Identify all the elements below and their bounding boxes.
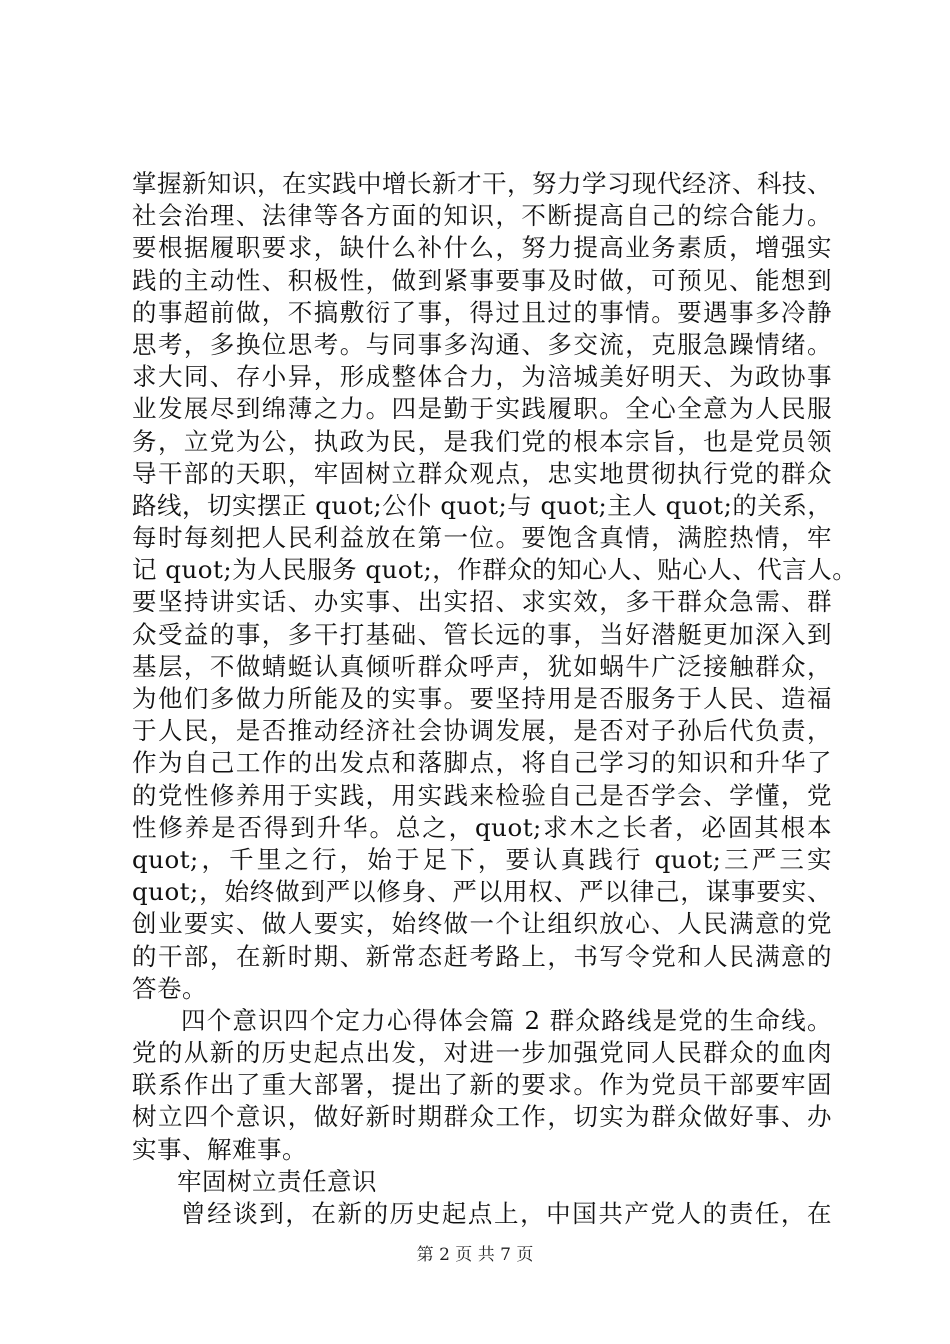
text-line: 基层，不做蜻蜓认真倾听群众呼声，犹如蜗牛广泛接触群众， bbox=[132, 651, 832, 681]
text-line: 众受益的事，多干打基础、管长远的事，当好潜艇更加深入到 bbox=[132, 619, 832, 649]
text-line: 路线，切实摆正 quot;公仆 quot;与 quot;主人 quot;的关系， bbox=[132, 490, 833, 520]
text-line: 为他们多做力所能及的实事。要坚持用是否服务于人民、造福 bbox=[132, 684, 832, 713]
text-line: 性修养是否得到升华。总之，quot;求木之长者，必固其根本 bbox=[132, 812, 832, 842]
text-line: 创业要实、做人要实，始终做一个让组织放心、人民满意的党 bbox=[132, 909, 832, 939]
text-line: 联系作出了重大部署，提出了新的要求。作为党员干部要牢固 bbox=[132, 1070, 832, 1100]
text-line: 党的从新的历史起点出发，对进一步加强党同人民群众的血肉 bbox=[132, 1038, 832, 1068]
text-line: 记 quot;为人民服务 quot;，作群众的知心人、贴心人、代言人。 bbox=[132, 555, 858, 585]
text-line: 实事、解难事。 bbox=[132, 1134, 307, 1164]
text-line: 思考，多换位思考。与同事多沟通、多交流，克服急躁情绪。 bbox=[132, 329, 832, 359]
paragraph-start-line: 四个意识四个定力心得体会篇 2 群众路线是党的生命线。 bbox=[181, 1005, 832, 1035]
text-line: 要根据履职要求，缺什么补什么，努力提高业务素质，增强实 bbox=[132, 233, 832, 263]
text-line: 的党性修养用于实践，用实践来检验自己是否学会、学懂，党 bbox=[132, 780, 832, 810]
paragraph-start-line: 曾经谈到，在新的历史起点上，中国共产党人的责任，在 bbox=[181, 1199, 832, 1228]
text-line: 社会治理、法律等各方面的知识，不断提高自己的综合能力。 bbox=[132, 201, 832, 231]
text-line: 践的主动性、积极性，做到紧事要事及时做，可预见、能想到 bbox=[132, 265, 832, 295]
text-line: 求大同、存小异，形成整体合力，为涪城美好明天、为政协事 bbox=[132, 362, 832, 392]
text-line: 导干部的天职，牢固树立群众观点，忠实地贯彻执行党的群众 bbox=[132, 458, 832, 488]
text-line: 业发展尽到绵薄之力。四是勤于实践履职。全心全意为人民服 bbox=[132, 394, 832, 424]
text-line: 于人民，是否推动经济社会协调发展，是否对子孙后代负责， bbox=[132, 716, 832, 746]
text-line: 要坚持讲实话、办实事、出实招、求实效，多干群众急需、群 bbox=[132, 587, 832, 617]
text-line: 的干部，在新时期、新常态赶考路上，书写令党和人民满意的 bbox=[132, 941, 832, 971]
text-line: 的事超前做，不搞敷衍了事，得过且过的事情。要遇事多冷静 bbox=[132, 297, 832, 327]
section-heading: 牢固树立责任意识 bbox=[177, 1166, 377, 1196]
text-line: 每时每刻把人民利益放在第一位。要饱含真情，满腔热情，牢 bbox=[132, 523, 832, 553]
document-body bbox=[132, 168, 858, 1230]
text-line: quot;，千里之行，始于足下，要认真践行 quot;三严三实 bbox=[132, 844, 832, 874]
text-line: 掌握新知识，在实践中增长新才干，努力学习现代经济、科技、 bbox=[132, 169, 832, 198]
text-line: 作为自己工作的出发点和落脚点，将自己学习的知识和升华了 bbox=[132, 748, 832, 778]
text-line: quot;，始终做到严以修身、严以用权、严以律己，谋事要实、 bbox=[132, 877, 832, 907]
text-line: 务，立党为公，执政为民，是我们党的根本宗旨，也是党员领 bbox=[132, 426, 832, 456]
text-line: 答卷。 bbox=[132, 973, 207, 1003]
text-line: 树立四个意识，做好新时期群众工作，切实为群众做好事、办 bbox=[132, 1102, 832, 1132]
page-number-footer: 第 2 页 共 7 页 bbox=[416, 1245, 534, 1265]
